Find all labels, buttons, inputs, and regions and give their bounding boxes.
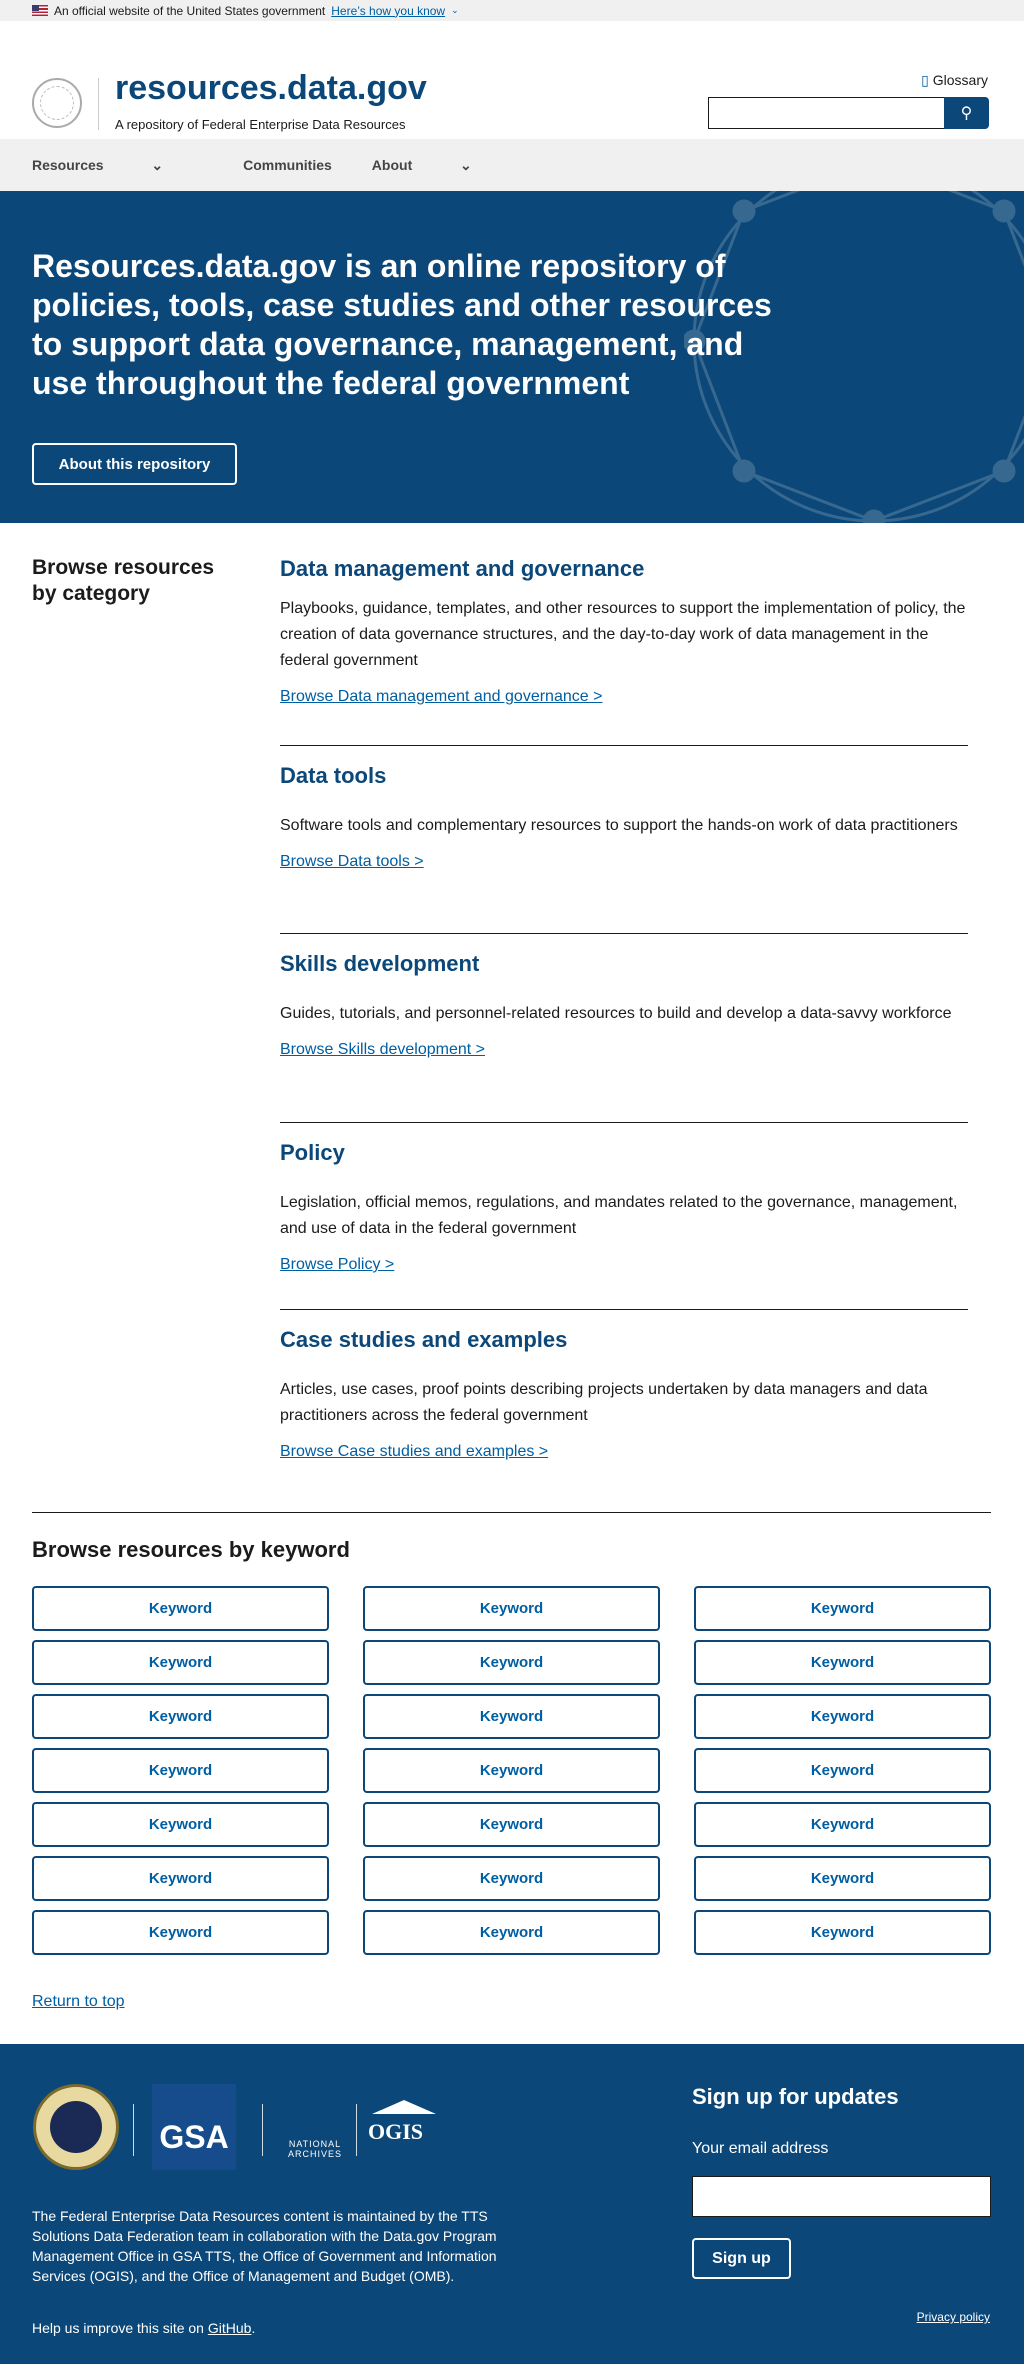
search-button[interactable] [944, 97, 989, 129]
site-title[interactable]: resources.data.gov [115, 69, 427, 107]
email-input[interactable] [692, 2176, 991, 2217]
category-description: Guides, tutorials, and personnel-related resources to build and develop a data-savvy workforce [280, 1005, 952, 1022]
banner-text: An official website of the United States government [54, 3, 326, 18]
hero [0, 191, 1024, 523]
keyword-button[interactable]: Keyword [694, 1586, 991, 1631]
divider [280, 1309, 968, 1310]
book-icon: ▯ [921, 72, 929, 88]
nav-resources[interactable] [32, 157, 203, 174]
nav-communities[interactable]: Communities [243, 157, 332, 173]
category-title: Policy [280, 1140, 345, 1165]
main-nav [0, 139, 1024, 191]
keyword-button[interactable]: Keyword [694, 1694, 991, 1739]
search-input[interactable] [708, 97, 944, 129]
chevron-down-icon: ⌄ [460, 156, 472, 173]
ogis-building-icon [372, 2100, 436, 2114]
chevron-down-icon: ⌄ [151, 156, 164, 173]
divider [280, 1122, 968, 1123]
divider [133, 2104, 134, 2156]
category-section [280, 1140, 968, 1274]
privacy-policy-link[interactable]: Privacy policy [916, 2310, 990, 2324]
keyword-heading: Browse resources by keyword [32, 1537, 350, 1562]
category-description: Articles, use cases, proof points describing projects undertaken by data managers and data practitioners across the federal government [280, 1381, 928, 1424]
help-suffix: . [251, 2320, 256, 2336]
signup-heading: Sign up for updates [692, 2084, 899, 2109]
category-link[interactable]: Browse Policy > [280, 1256, 395, 1273]
category-title: Skills development [280, 951, 480, 976]
category-heading: Browse resources by category [32, 556, 215, 605]
category-section [280, 1327, 968, 1461]
keyword-button[interactable]: Keyword [363, 1910, 660, 1955]
signup-button[interactable]: Sign up [692, 2238, 791, 2279]
keyword-button[interactable]: Keyword [32, 1910, 329, 1955]
eop-seal-logo [33, 2084, 119, 2170]
keyword-button[interactable]: Keyword [363, 1586, 660, 1631]
nav-label: About [371, 156, 413, 173]
hero-title: Resources.data.gov is an online repository of policies, tools, case studies and other resources to support data governance, management, and use throughout the federal government [32, 248, 772, 401]
category-link[interactable]: Browse Data management and governance > [280, 688, 603, 705]
category-section [280, 763, 968, 871]
keyword-button[interactable]: Keyword [694, 1748, 991, 1793]
gsa-logo: GSA [152, 2084, 236, 2170]
category-description: Playbooks, guidance, templates, and other resources to support the implementation of policy, the creation of data governance structures, and the day-to-day work of data management in the federal government [280, 600, 966, 669]
category-link[interactable]: Browse Case studies and examples > [280, 1443, 549, 1460]
glossary-label: Glossary [932, 72, 988, 88]
divider [280, 933, 968, 934]
category-link[interactable]: Browse Skills development > [280, 1041, 485, 1058]
keyword-button[interactable]: Keyword [694, 1640, 991, 1685]
divider [98, 78, 99, 130]
keyword-button[interactable]: Keyword [694, 1802, 991, 1847]
site-header [0, 21, 1024, 139]
category-link[interactable]: Browse Data tools > [280, 853, 424, 870]
keyword-button[interactable]: Keyword [363, 1748, 660, 1793]
keyword-button[interactable]: Keyword [32, 1748, 329, 1793]
keyword-button[interactable]: Keyword [694, 1910, 991, 1955]
keyword-button[interactable]: Keyword [32, 1802, 329, 1847]
divider [32, 1512, 991, 1513]
category-section [280, 556, 968, 706]
return-to-top-link[interactable]: Return to top [32, 1993, 125, 2010]
category-title: Data management and governance [280, 556, 645, 581]
footer [0, 2044, 1024, 2364]
site-logo[interactable] [32, 78, 82, 128]
keyword-grid [32, 1586, 991, 1955]
glossary-button[interactable] [921, 72, 988, 89]
national-archives-logo: NATIONAL ARCHIVES [287, 2139, 342, 2159]
category-description: Legislation, official memos, regulations, and mandates related to the governance, management, and use of data in the federal government [280, 1194, 958, 1237]
keyword-button[interactable]: Keyword [363, 1640, 660, 1685]
keyword-button[interactable]: Keyword [32, 1586, 329, 1631]
keyword-button[interactable]: Keyword [32, 1640, 329, 1685]
keyword-button[interactable]: Keyword [363, 1694, 660, 1739]
keyword-button[interactable]: Keyword [32, 1694, 329, 1739]
divider [262, 2104, 263, 2156]
divider [280, 745, 968, 746]
keyword-button[interactable]: Keyword [363, 1856, 660, 1901]
search-icon: ⚲ [960, 105, 973, 122]
search-form [708, 97, 989, 129]
keyword-button[interactable]: Keyword [363, 1802, 660, 1847]
nav-label: Resources [32, 156, 104, 173]
divider [356, 2104, 357, 2156]
ogis-logo: OGIS [368, 2119, 424, 2144]
chevron-down-icon: ⌄ [451, 5, 459, 15]
about-repository-button[interactable]: About this repository [32, 443, 237, 485]
help-text: Help us improve this site on [32, 2320, 208, 2336]
keyword-button[interactable]: Keyword [32, 1856, 329, 1901]
email-label: Your email address [692, 2140, 829, 2157]
us-flag-icon [32, 5, 48, 16]
keyword-button[interactable]: Keyword [694, 1856, 991, 1901]
footer-text: The Federal Enterprise Data Resources content is maintained by the TTS Solutions Data Federation team in collaboration with the Data.gov Program Management Office in GSA TTS, the Office of Government and Information Services (OGIS), and the Office of Management and Budget (OMB). [32, 2208, 497, 2284]
site-tagline: A repository of Federal Enterprise Data Resources [115, 117, 406, 132]
category-title: Case studies and examples [280, 1327, 568, 1352]
gov-banner [0, 0, 1024, 21]
nav-about[interactable] [372, 157, 512, 174]
category-section [280, 951, 968, 1059]
how-you-know-link[interactable]: Here’s how you know [331, 3, 446, 18]
category-description: Software tools and complementary resources to support the hands-on work of data practitioners [280, 817, 958, 834]
footer-help [32, 2320, 255, 2336]
category-title: Data tools [280, 763, 387, 788]
github-link[interactable]: GitHub [207, 2320, 252, 2336]
